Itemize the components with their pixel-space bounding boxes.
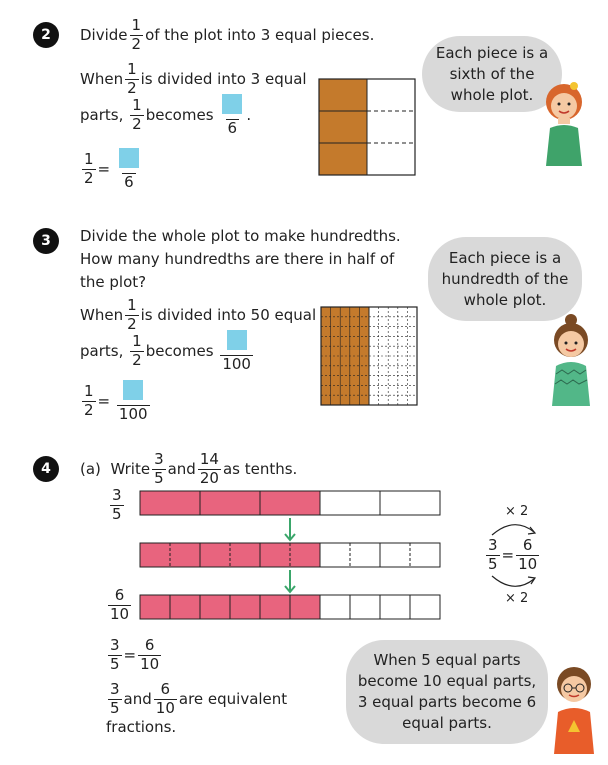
bar-label-top: $\frac{3}{5}$ xyxy=(112,486,122,523)
speech-bubble-sixth: Each piece is a sixth of the whole plot. xyxy=(422,36,562,112)
bar-fifths-part xyxy=(200,491,260,515)
q3-prompt-3: the plot? xyxy=(80,273,147,291)
q3-line2: parts, $\frac{1}{2}$ becomes 100 xyxy=(80,332,251,373)
q3-equation: $\frac{1}{2}$ = 100 xyxy=(84,382,148,423)
plot-shaded-1 xyxy=(319,79,367,111)
answer-fraction: 100 xyxy=(220,330,253,373)
times-two-top: × 2 xyxy=(505,504,529,519)
curved-arrow-bottom-icon xyxy=(486,573,542,593)
fraction: $\frac{14}{20}$ xyxy=(199,450,219,487)
bar-tenths-part xyxy=(380,595,410,619)
plot-sixths-diagram xyxy=(318,78,416,176)
equivalent-statement: $\frac{3}{5}$ and $\frac{6}{10}$ are equivalent xyxy=(110,680,288,717)
plot-shaded-2 xyxy=(319,111,367,143)
fraction: $\frac{1}{2}$ xyxy=(84,150,94,187)
q3-line1: When $\frac{1}{2}$ is divided into 50 equal xyxy=(80,296,317,333)
q2-prompt: Divide $\frac{1}{2}$ of the plot into 3 equal pieces. xyxy=(80,16,375,53)
answer-box[interactable] xyxy=(119,148,139,168)
bar-tenths-part xyxy=(170,595,200,619)
side-equation: $\frac{3}{5}$ = $\frac{6}{10}$ xyxy=(488,536,538,573)
plot-shaded-3 xyxy=(319,143,367,175)
answer-fraction: 100 xyxy=(117,380,150,423)
answer-box[interactable] xyxy=(123,380,143,400)
fraction: $\frac{1}{2}$ xyxy=(131,16,142,53)
fraction: $\frac{1}{2}$ xyxy=(127,296,137,333)
fraction: $\frac{1}{2}$ xyxy=(132,332,142,369)
q2-equation: $\frac{1}{2}$ = 6 xyxy=(80,148,143,191)
curved-arrow-top-icon xyxy=(486,518,542,538)
girl-ponytail-icon xyxy=(538,78,590,166)
bar-tenths-part xyxy=(200,595,230,619)
answer-box[interactable] xyxy=(227,330,247,350)
bar-fifths-part xyxy=(380,491,440,515)
fraction-bars xyxy=(138,490,442,620)
speech-bubble-equal-parts: When 5 equal parts become 10 equal parts, 3 equal parts become 6 equal parts. xyxy=(346,640,548,744)
q2-line1: When $\frac{1}{2}$ is divided into 3 equal xyxy=(80,60,307,97)
bar-fifths-part xyxy=(260,491,320,515)
times-two-bottom: × 2 xyxy=(505,591,529,606)
plot-hundredths-grid xyxy=(320,306,418,406)
q3-prompt-1: Divide the whole plot to make hundredths. xyxy=(80,227,401,245)
answer-box[interactable] xyxy=(222,94,242,114)
bar-tenths-part xyxy=(290,595,320,619)
bar-tenths-part xyxy=(320,595,350,619)
girl-bun-icon xyxy=(546,314,596,406)
q3-prompt-2: How many hundredths are there in half of xyxy=(80,250,395,268)
bar-fifths-part xyxy=(320,491,380,515)
bar-tenths-part xyxy=(350,595,380,619)
question-number-2: 2 xyxy=(33,22,59,48)
fraction: $\frac{1}{2}$ xyxy=(132,96,142,133)
equivalent-statement-2: fractions. xyxy=(106,718,177,736)
answer-fraction: 6 xyxy=(117,148,141,191)
fraction: $\frac{1}{2}$ xyxy=(127,60,137,97)
bar-label-bottom: $\frac{6}{10}$ xyxy=(110,586,130,623)
bar-tenths-part xyxy=(230,595,260,619)
bar-tenths-part xyxy=(410,595,440,619)
q2-line2: parts, $\frac{1}{2}$ becomes 6 . xyxy=(80,96,252,137)
bar-tenths-part xyxy=(260,595,290,619)
equation-equal: $\frac{3}{5}$ = $\frac{6}{10}$ xyxy=(110,636,160,673)
answer-fraction: 6 xyxy=(220,94,244,137)
fraction: $\frac{1}{2}$ xyxy=(84,382,94,419)
q4-prompt: (a) Write $\frac{3}{5}$ and $\frac{14}{20}$ as tenths. xyxy=(80,450,298,487)
bar-tenths-part xyxy=(140,595,170,619)
fraction: $\frac{3}{5}$ xyxy=(154,450,164,487)
bar-fifths-part xyxy=(140,491,200,515)
boy-glasses-icon xyxy=(548,662,600,754)
question-number-3: 3 xyxy=(33,228,59,254)
question-number-4: 4 xyxy=(33,456,59,482)
speech-bubble-hundredth: Each piece is a hundredth of the whole plot. xyxy=(428,237,582,321)
